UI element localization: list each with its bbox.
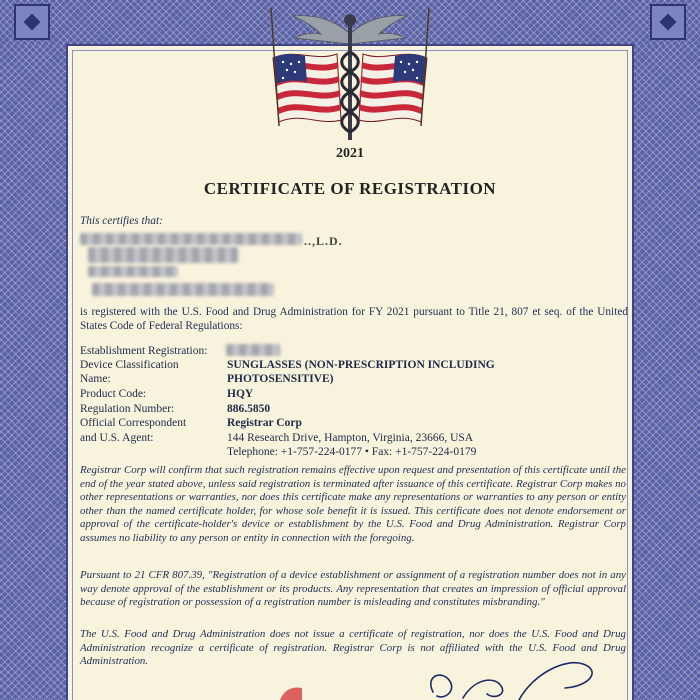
corner-ornament-right (650, 4, 686, 40)
redacted-address-line-1 (88, 247, 238, 263)
regulation-number-value: 886.5850 (227, 403, 271, 415)
device-name-line-1: SUNGLASSES (NON-PRESCRIPTION INCLUDING (227, 359, 495, 371)
name-label: Name: (80, 373, 111, 385)
redacted-registration-number (226, 344, 280, 356)
registration-statement: is registered with the U.S. Food and Drug Administration for FY 2021 pursuant to Title 21, 807 et seq. of the United States Code of Federal Regulations: (80, 306, 628, 332)
regulation-number-label: Regulation Number: (80, 403, 175, 415)
product-code-value: HQY (227, 388, 254, 400)
agent-contact-value: Telephone: +1-757-224-0177 • Fax: +1-757-224-0179 (227, 446, 477, 458)
disclaimer-paragraph-1: Registrar Corp will confirm that such registration remains effective upon request and presentation of this certificate until the end of the year stated above, unless said registration is terminated after issuance of this certificate. Registrar Corp makes no other representations or warranties, nor does this certificate make any representations or warranties to any person or entity other than the named certificate holder, for whose sole benefit it is issued. This certificate does not denote endorsement or approval of the certificate-holder's device or establishment by the U.S. Food and Drug Administration. Registrar Corp assumes no liability to any person or entity in connection with the foregoing. (80, 464, 626, 544)
redacted-address-line-2 (88, 266, 178, 277)
us-agent-label: and U.S. Agent: (80, 432, 154, 444)
disclaimer-paragraph-2: Pursuant to 21 CFR 807.39, "Registration of a device establishment or assignment of a registration number does not in any way denote approval of the establishment or its products. Any representation that creates an impression of official approval because of registration or possession of a registration number is misleading and constitutes misbranding." (80, 569, 626, 609)
product-code-label: Product Code: (80, 388, 147, 400)
official-correspondent-label: Official Correspondent (80, 417, 187, 429)
border-right (634, 0, 700, 700)
caduceus-flags-emblem-icon (265, 0, 435, 150)
agent-name-value: Registrar Corp (227, 417, 302, 429)
redacted-holder-name (80, 233, 302, 245)
device-classification-label: Device Classification (80, 359, 179, 371)
establishment-registration-label: Establishment Registration: (80, 345, 208, 357)
signature-icon (415, 646, 615, 700)
border-left (0, 0, 66, 700)
corner-ornament-left (14, 4, 50, 40)
agent-address-value: 144 Research Drive, Hampton, Virginia, 23666, USA (227, 432, 474, 444)
disclaimer-paragraph-3: The U.S. Food and Drug Administration does not issue a certificate of registration, nor does the U.S. Food and Drug Administration recognize a certificate of registration. Registrar Corp is not affiliated with the U.S. Food and Drug Administration. (80, 628, 626, 668)
certificate-title: CERTIFICATE OF REGISTRATION (203, 179, 497, 198)
red-seal-fragment-icon (278, 684, 304, 700)
device-name-line-2: PHOTOSENSITIVE) (227, 373, 334, 385)
holder-name-suffix: ..,L.D. (304, 234, 343, 248)
redacted-address-line-3 (92, 283, 274, 296)
certificate-year: 2021 (336, 146, 364, 161)
certifies-label: This certifies that: (80, 215, 163, 227)
